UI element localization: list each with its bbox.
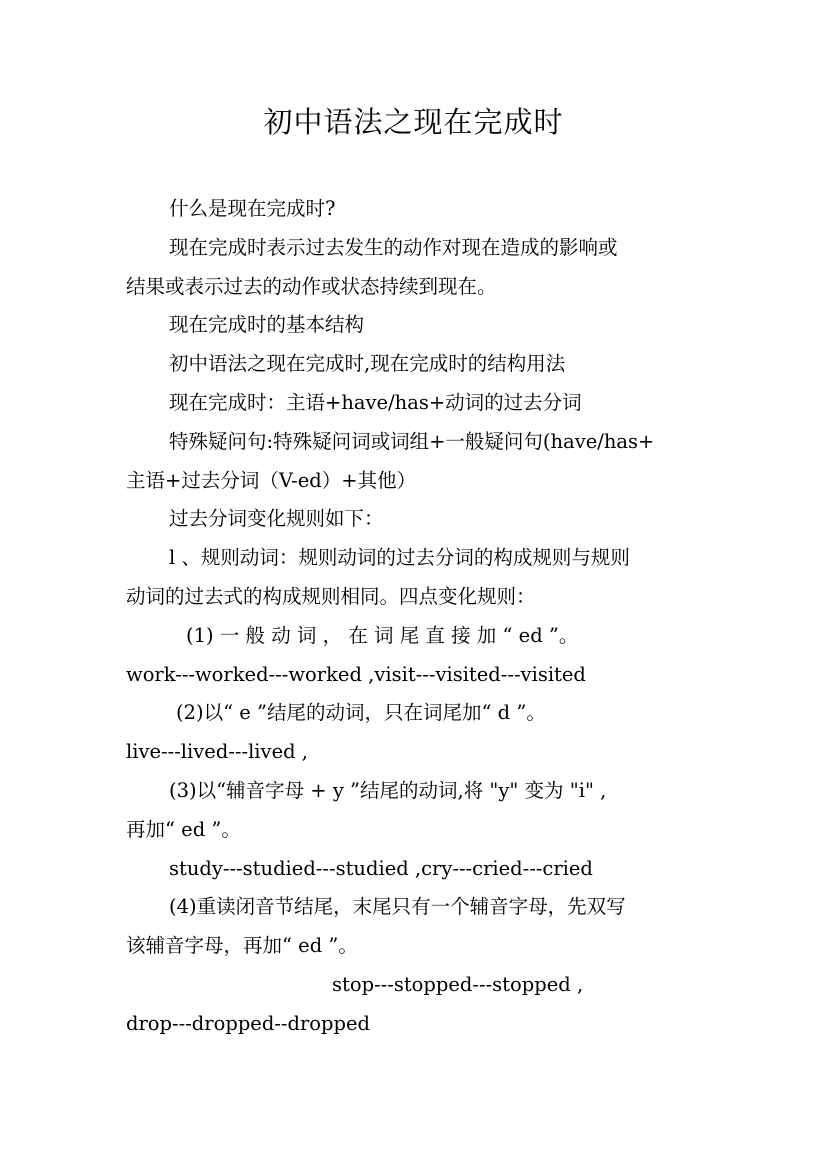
paragraph-line: 主语+过去分词（V-ed）+其他）	[126, 468, 417, 492]
paragraph-line: 现在完成时的基本结构	[169, 313, 365, 337]
paragraph-line: (4)重读闭音节结尾，末尾只有一个辅音字母，先双写	[169, 895, 626, 919]
paragraph-line: (1) 一 般 动 词 ， 在 词 尾 直 接 加 “ ed ”。	[186, 623, 579, 647]
paragraph-line: (2)以“ e ”结尾的动词，只在词尾加“ d ”。	[176, 701, 546, 725]
paragraph-line: 动词的过去式的构成规则相同。四点变化规则：	[126, 584, 536, 608]
document-body	[126, 190, 702, 1044]
paragraph-line: drop---dropped--dropped	[126, 1011, 371, 1035]
paragraph-line: 结果或表示过去的动作或状态持续到现在。	[126, 274, 497, 298]
paragraph-line: 现在完成时表示过去发生的动作对现在造成的影响或	[169, 235, 618, 259]
paragraph-line: 初中语法之现在完成时,现在完成时的结构用法	[169, 352, 566, 376]
paragraph-line: (3)以“辅音字母 + y ”结尾的动词,将 "y" 变为 "i" ,	[169, 778, 607, 802]
paragraph-line: 该辅音字母，再加“ ed ”。	[126, 934, 358, 958]
paragraph-line: l 、规则动词：规则动词的过去分词的构成规则与规则	[169, 546, 630, 570]
paragraph-line: live---lived---lived ,	[126, 740, 308, 764]
paragraph-line: work---worked---worked ,visit---visited---visited	[126, 662, 586, 686]
paragraph-line: 过去分词变化规则如下：	[169, 507, 384, 531]
paragraph-line: 再加“ ed ”。	[126, 817, 241, 841]
paragraph-line: 特殊疑问句:特殊疑问词或词组+一般疑问句(have/has+	[169, 429, 655, 453]
paragraph-line: 现在完成时：主语+have/has+动词的过去分词	[169, 390, 582, 414]
paragraph-line: study---studied---studied ,cry---cried---cried	[169, 856, 593, 880]
document-title: 初中语法之现在完成时	[263, 105, 564, 139]
paragraph-line: stop---stopped---stopped ,	[332, 972, 584, 996]
paragraph-line: 什么是现在完成时?	[169, 197, 336, 220]
